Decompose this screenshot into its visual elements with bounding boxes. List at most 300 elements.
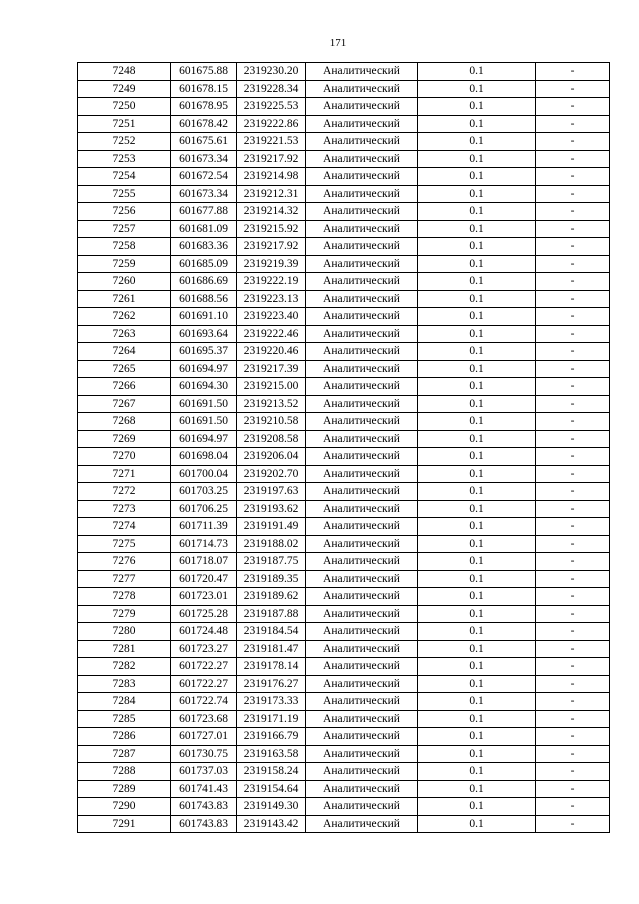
x-coordinate-cell: 601688.56 <box>171 290 237 308</box>
table-row <box>78 535 610 553</box>
x-coordinate-cell: 601714.73 <box>171 535 237 553</box>
note-cell: - <box>536 448 610 466</box>
note-cell: - <box>536 360 610 378</box>
point-number-cell: 7269 <box>78 430 171 448</box>
note-cell: - <box>536 133 610 151</box>
table-row <box>78 430 610 448</box>
method-cell: Аналитический <box>306 430 418 448</box>
x-coordinate-cell: 601698.04 <box>171 448 237 466</box>
table-row <box>78 588 610 606</box>
x-coordinate-cell: 601685.09 <box>171 255 237 273</box>
note-cell: - <box>536 308 610 326</box>
table-row <box>78 115 610 133</box>
y-coordinate-cell: 2319208.58 <box>237 430 306 448</box>
method-cell: Аналитический <box>306 220 418 238</box>
y-coordinate-cell: 2319202.70 <box>237 465 306 483</box>
x-coordinate-cell: 601730.75 <box>171 745 237 763</box>
x-coordinate-cell: 601678.42 <box>171 115 237 133</box>
method-cell: Аналитический <box>306 763 418 781</box>
note-cell: - <box>536 325 610 343</box>
note-cell: - <box>536 693 610 711</box>
table-row <box>78 518 610 536</box>
method-cell: Аналитический <box>306 745 418 763</box>
note-cell: - <box>536 658 610 676</box>
method-cell: Аналитический <box>306 780 418 798</box>
table-row <box>78 290 610 308</box>
table-row <box>78 798 610 816</box>
accuracy-cell: 0.1 <box>418 570 536 588</box>
accuracy-cell: 0.1 <box>418 483 536 501</box>
point-number-cell: 7261 <box>78 290 171 308</box>
note-cell: - <box>536 168 610 186</box>
accuracy-cell: 0.1 <box>418 448 536 466</box>
point-number-cell: 7289 <box>78 780 171 798</box>
point-number-cell: 7287 <box>78 745 171 763</box>
table-row <box>78 150 610 168</box>
y-coordinate-cell: 2319213.52 <box>237 395 306 413</box>
y-coordinate-cell: 2319217.39 <box>237 360 306 378</box>
y-coordinate-cell: 2319230.20 <box>237 63 306 81</box>
note-cell: - <box>536 395 610 413</box>
note-cell: - <box>536 745 610 763</box>
y-coordinate-cell: 2319143.42 <box>237 815 306 833</box>
point-number-cell: 7254 <box>78 168 171 186</box>
point-number-cell: 7264 <box>78 343 171 361</box>
y-coordinate-cell: 2319178.14 <box>237 658 306 676</box>
y-coordinate-cell: 2319215.92 <box>237 220 306 238</box>
method-cell: Аналитический <box>306 360 418 378</box>
table-row <box>78 658 610 676</box>
note-cell: - <box>536 273 610 291</box>
x-coordinate-cell: 601741.43 <box>171 780 237 798</box>
table-row <box>78 465 610 483</box>
table-row <box>78 98 610 116</box>
method-cell: Аналитический <box>306 693 418 711</box>
note-cell: - <box>536 553 610 571</box>
accuracy-cell: 0.1 <box>418 798 536 816</box>
method-cell: Аналитический <box>306 553 418 571</box>
note-cell: - <box>536 605 610 623</box>
x-coordinate-cell: 601675.61 <box>171 133 237 151</box>
table-row <box>78 745 610 763</box>
y-coordinate-cell: 2319188.02 <box>237 535 306 553</box>
y-coordinate-cell: 2319166.79 <box>237 728 306 746</box>
method-cell: Аналитический <box>306 518 418 536</box>
x-coordinate-cell: 601737.03 <box>171 763 237 781</box>
x-coordinate-cell: 601722.27 <box>171 658 237 676</box>
table-row <box>78 570 610 588</box>
table-row <box>78 728 610 746</box>
point-number-cell: 7263 <box>78 325 171 343</box>
accuracy-cell: 0.1 <box>418 693 536 711</box>
x-coordinate-cell: 601722.74 <box>171 693 237 711</box>
x-coordinate-cell: 601691.10 <box>171 308 237 326</box>
point-number-cell: 7266 <box>78 378 171 396</box>
y-coordinate-cell: 2319220.46 <box>237 343 306 361</box>
note-cell: - <box>536 63 610 81</box>
y-coordinate-cell: 2319191.49 <box>237 518 306 536</box>
point-number-cell: 7275 <box>78 535 171 553</box>
x-coordinate-cell: 601718.07 <box>171 553 237 571</box>
table-row <box>78 553 610 571</box>
method-cell: Аналитический <box>306 798 418 816</box>
method-cell: Аналитический <box>306 815 418 833</box>
x-coordinate-cell: 601678.95 <box>171 98 237 116</box>
note-cell: - <box>536 640 610 658</box>
x-coordinate-cell: 601686.69 <box>171 273 237 291</box>
point-number-cell: 7290 <box>78 798 171 816</box>
note-cell: - <box>536 623 610 641</box>
note-cell: - <box>536 238 610 256</box>
x-coordinate-cell: 601700.04 <box>171 465 237 483</box>
table-row <box>78 640 610 658</box>
x-coordinate-cell: 601723.68 <box>171 710 237 728</box>
method-cell: Аналитический <box>306 325 418 343</box>
method-cell: Аналитический <box>306 658 418 676</box>
note-cell: - <box>536 570 610 588</box>
method-cell: Аналитический <box>306 343 418 361</box>
accuracy-cell: 0.1 <box>418 728 536 746</box>
method-cell: Аналитический <box>306 168 418 186</box>
point-number-cell: 7253 <box>78 150 171 168</box>
point-number-cell: 7258 <box>78 238 171 256</box>
point-number-cell: 7252 <box>78 133 171 151</box>
method-cell: Аналитический <box>306 413 418 431</box>
method-cell: Аналитический <box>306 483 418 501</box>
point-number-cell: 7250 <box>78 98 171 116</box>
note-cell: - <box>536 343 610 361</box>
method-cell: Аналитический <box>306 465 418 483</box>
y-coordinate-cell: 2319149.30 <box>237 798 306 816</box>
accuracy-cell: 0.1 <box>418 255 536 273</box>
accuracy-cell: 0.1 <box>418 675 536 693</box>
accuracy-cell: 0.1 <box>418 815 536 833</box>
note-cell: - <box>536 763 610 781</box>
point-number-cell: 7283 <box>78 675 171 693</box>
y-coordinate-cell: 2319223.13 <box>237 290 306 308</box>
method-cell: Аналитический <box>306 710 418 728</box>
point-number-cell: 7288 <box>78 763 171 781</box>
accuracy-cell: 0.1 <box>418 413 536 431</box>
table-row <box>78 395 610 413</box>
x-coordinate-cell: 601722.27 <box>171 675 237 693</box>
y-coordinate-cell: 2319221.53 <box>237 133 306 151</box>
note-cell: - <box>536 588 610 606</box>
table-row <box>78 623 610 641</box>
note-cell: - <box>536 483 610 501</box>
method-cell: Аналитический <box>306 255 418 273</box>
accuracy-cell: 0.1 <box>418 553 536 571</box>
table-row <box>78 605 610 623</box>
table-row <box>78 185 610 203</box>
table-row <box>78 815 610 833</box>
x-coordinate-cell: 601694.97 <box>171 430 237 448</box>
y-coordinate-cell: 2319181.47 <box>237 640 306 658</box>
note-cell: - <box>536 780 610 798</box>
method-cell: Аналитический <box>306 133 418 151</box>
note-cell: - <box>536 290 610 308</box>
point-number-cell: 7277 <box>78 570 171 588</box>
accuracy-cell: 0.1 <box>418 395 536 413</box>
accuracy-cell: 0.1 <box>418 588 536 606</box>
accuracy-cell: 0.1 <box>418 220 536 238</box>
x-coordinate-cell: 601723.01 <box>171 588 237 606</box>
point-number-cell: 7273 <box>78 500 171 518</box>
point-number-cell: 7268 <box>78 413 171 431</box>
x-coordinate-cell: 601677.88 <box>171 203 237 221</box>
x-coordinate-cell: 601678.15 <box>171 80 237 98</box>
accuracy-cell: 0.1 <box>418 290 536 308</box>
table-row <box>78 273 610 291</box>
table-row <box>78 780 610 798</box>
y-coordinate-cell: 2319222.46 <box>237 325 306 343</box>
accuracy-cell: 0.1 <box>418 325 536 343</box>
y-coordinate-cell: 2319217.92 <box>237 150 306 168</box>
note-cell: - <box>536 220 610 238</box>
x-coordinate-cell: 601724.48 <box>171 623 237 641</box>
x-coordinate-cell: 601725.28 <box>171 605 237 623</box>
x-coordinate-cell: 601743.83 <box>171 798 237 816</box>
method-cell: Аналитический <box>306 308 418 326</box>
method-cell: Аналитический <box>306 185 418 203</box>
x-coordinate-cell: 601694.97 <box>171 360 237 378</box>
accuracy-cell: 0.1 <box>418 63 536 81</box>
table-row <box>78 238 610 256</box>
x-coordinate-cell: 601691.50 <box>171 395 237 413</box>
accuracy-cell: 0.1 <box>418 780 536 798</box>
point-number-cell: 7271 <box>78 465 171 483</box>
point-number-cell: 7278 <box>78 588 171 606</box>
point-number-cell: 7285 <box>78 710 171 728</box>
point-number-cell: 7248 <box>78 63 171 81</box>
table-row <box>78 308 610 326</box>
accuracy-cell: 0.1 <box>418 185 536 203</box>
method-cell: Аналитический <box>306 570 418 588</box>
method-cell: Аналитический <box>306 98 418 116</box>
y-coordinate-cell: 2319176.27 <box>237 675 306 693</box>
accuracy-cell: 0.1 <box>418 203 536 221</box>
point-number-cell: 7270 <box>78 448 171 466</box>
method-cell: Аналитический <box>306 605 418 623</box>
accuracy-cell: 0.1 <box>418 238 536 256</box>
point-number-cell: 7260 <box>78 273 171 291</box>
y-coordinate-cell: 2319223.40 <box>237 308 306 326</box>
method-cell: Аналитический <box>306 63 418 81</box>
accuracy-cell: 0.1 <box>418 98 536 116</box>
y-coordinate-cell: 2319210.58 <box>237 413 306 431</box>
table-row <box>78 360 610 378</box>
y-coordinate-cell: 2319225.53 <box>237 98 306 116</box>
method-cell: Аналитический <box>306 238 418 256</box>
method-cell: Аналитический <box>306 115 418 133</box>
note-cell: - <box>536 815 610 833</box>
method-cell: Аналитический <box>306 80 418 98</box>
y-coordinate-cell: 2319206.04 <box>237 448 306 466</box>
table-row <box>78 168 610 186</box>
accuracy-cell: 0.1 <box>418 430 536 448</box>
point-number-cell: 7265 <box>78 360 171 378</box>
x-coordinate-cell: 601695.37 <box>171 343 237 361</box>
x-coordinate-cell: 601693.64 <box>171 325 237 343</box>
accuracy-cell: 0.1 <box>418 763 536 781</box>
x-coordinate-cell: 601672.54 <box>171 168 237 186</box>
x-coordinate-cell: 601723.27 <box>171 640 237 658</box>
point-number-cell: 7281 <box>78 640 171 658</box>
y-coordinate-cell: 2319163.58 <box>237 745 306 763</box>
x-coordinate-cell: 601673.34 <box>171 150 237 168</box>
point-number-cell: 7280 <box>78 623 171 641</box>
point-number-cell: 7249 <box>78 80 171 98</box>
y-coordinate-cell: 2319215.00 <box>237 378 306 396</box>
y-coordinate-cell: 2319197.63 <box>237 483 306 501</box>
table-row <box>78 220 610 238</box>
note-cell: - <box>536 430 610 448</box>
method-cell: Аналитический <box>306 203 418 221</box>
note-cell: - <box>536 728 610 746</box>
table-row <box>78 343 610 361</box>
y-coordinate-cell: 2319187.88 <box>237 605 306 623</box>
table-body <box>78 63 610 833</box>
point-number-cell: 7256 <box>78 203 171 221</box>
accuracy-cell: 0.1 <box>418 115 536 133</box>
accuracy-cell: 0.1 <box>418 378 536 396</box>
accuracy-cell: 0.1 <box>418 308 536 326</box>
note-cell: - <box>536 255 610 273</box>
page-number: 171 <box>329 37 347 49</box>
accuracy-cell: 0.1 <box>418 150 536 168</box>
note-cell: - <box>536 500 610 518</box>
accuracy-cell: 0.1 <box>418 80 536 98</box>
accuracy-cell: 0.1 <box>418 745 536 763</box>
y-coordinate-cell: 2319158.24 <box>237 763 306 781</box>
point-number-cell: 7259 <box>78 255 171 273</box>
method-cell: Аналитический <box>306 290 418 308</box>
y-coordinate-cell: 2319189.62 <box>237 588 306 606</box>
x-coordinate-cell: 601675.88 <box>171 63 237 81</box>
note-cell: - <box>536 378 610 396</box>
y-coordinate-cell: 2319228.34 <box>237 80 306 98</box>
table-row <box>78 133 610 151</box>
note-cell: - <box>536 535 610 553</box>
table-row <box>78 63 610 81</box>
table-row <box>78 378 610 396</box>
table-row <box>78 255 610 273</box>
note-cell: - <box>536 710 610 728</box>
note-cell: - <box>536 150 610 168</box>
x-coordinate-cell: 601711.39 <box>171 518 237 536</box>
table-row <box>78 483 610 501</box>
point-number-cell: 7255 <box>78 185 171 203</box>
table-row <box>78 448 610 466</box>
method-cell: Аналитический <box>306 728 418 746</box>
accuracy-cell: 0.1 <box>418 168 536 186</box>
accuracy-cell: 0.1 <box>418 500 536 518</box>
x-coordinate-cell: 601720.47 <box>171 570 237 588</box>
x-coordinate-cell: 601727.01 <box>171 728 237 746</box>
accuracy-cell: 0.1 <box>418 273 536 291</box>
table-row <box>78 413 610 431</box>
point-number-cell: 7251 <box>78 115 171 133</box>
point-number-cell: 7274 <box>78 518 171 536</box>
method-cell: Аналитический <box>306 448 418 466</box>
y-coordinate-cell: 2319219.39 <box>237 255 306 273</box>
method-cell: Аналитический <box>306 623 418 641</box>
table-row <box>78 710 610 728</box>
x-coordinate-cell: 601743.83 <box>171 815 237 833</box>
note-cell: - <box>536 798 610 816</box>
x-coordinate-cell: 601706.25 <box>171 500 237 518</box>
accuracy-cell: 0.1 <box>418 710 536 728</box>
y-coordinate-cell: 2319154.64 <box>237 780 306 798</box>
point-number-cell: 7276 <box>78 553 171 571</box>
method-cell: Аналитический <box>306 273 418 291</box>
accuracy-cell: 0.1 <box>418 658 536 676</box>
y-coordinate-cell: 2319217.92 <box>237 238 306 256</box>
y-coordinate-cell: 2319214.32 <box>237 203 306 221</box>
y-coordinate-cell: 2319212.31 <box>237 185 306 203</box>
table-row <box>78 675 610 693</box>
method-cell: Аналитический <box>306 500 418 518</box>
accuracy-cell: 0.1 <box>418 535 536 553</box>
accuracy-cell: 0.1 <box>418 605 536 623</box>
note-cell: - <box>536 465 610 483</box>
y-coordinate-cell: 2319214.98 <box>237 168 306 186</box>
x-coordinate-cell: 601691.50 <box>171 413 237 431</box>
x-coordinate-cell: 601673.34 <box>171 185 237 203</box>
point-number-cell: 7279 <box>78 605 171 623</box>
accuracy-cell: 0.1 <box>418 640 536 658</box>
point-number-cell: 7282 <box>78 658 171 676</box>
table-row <box>78 203 610 221</box>
x-coordinate-cell: 601681.09 <box>171 220 237 238</box>
point-number-cell: 7272 <box>78 483 171 501</box>
method-cell: Аналитический <box>306 150 418 168</box>
note-cell: - <box>536 185 610 203</box>
note-cell: - <box>536 80 610 98</box>
accuracy-cell: 0.1 <box>418 343 536 361</box>
note-cell: - <box>536 115 610 133</box>
table-row <box>78 500 610 518</box>
method-cell: Аналитический <box>306 588 418 606</box>
x-coordinate-cell: 601683.36 <box>171 238 237 256</box>
table-row <box>78 693 610 711</box>
y-coordinate-cell: 2319222.86 <box>237 115 306 133</box>
method-cell: Аналитический <box>306 640 418 658</box>
note-cell: - <box>536 675 610 693</box>
y-coordinate-cell: 2319193.62 <box>237 500 306 518</box>
table-row <box>78 763 610 781</box>
table-row <box>78 80 610 98</box>
accuracy-cell: 0.1 <box>418 623 536 641</box>
method-cell: Аналитический <box>306 675 418 693</box>
note-cell: - <box>536 98 610 116</box>
x-coordinate-cell: 601703.25 <box>171 483 237 501</box>
y-coordinate-cell: 2319171.19 <box>237 710 306 728</box>
accuracy-cell: 0.1 <box>418 518 536 536</box>
accuracy-cell: 0.1 <box>418 133 536 151</box>
accuracy-cell: 0.1 <box>418 360 536 378</box>
point-number-cell: 7257 <box>78 220 171 238</box>
note-cell: - <box>536 413 610 431</box>
table-row <box>78 325 610 343</box>
coordinates-table <box>77 62 610 833</box>
method-cell: Аналитический <box>306 378 418 396</box>
point-number-cell: 7284 <box>78 693 171 711</box>
note-cell: - <box>536 203 610 221</box>
point-number-cell: 7267 <box>78 395 171 413</box>
accuracy-cell: 0.1 <box>418 465 536 483</box>
x-coordinate-cell: 601694.30 <box>171 378 237 396</box>
